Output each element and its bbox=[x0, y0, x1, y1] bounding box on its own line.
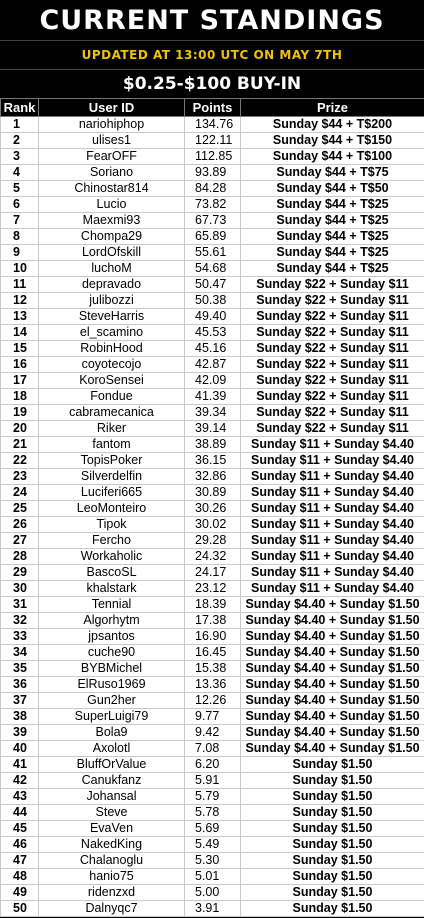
points-cell: 24.32 bbox=[185, 549, 241, 565]
rank-cell: 25 bbox=[1, 501, 39, 517]
points-cell: 93.89 bbox=[185, 165, 241, 181]
prize-cell: Sunday $4.40 + Sunday $1.50 bbox=[241, 741, 424, 757]
points-cell: 73.82 bbox=[185, 197, 241, 213]
points-cell: 50.47 bbox=[185, 277, 241, 293]
prize-cell: Sunday $11 + Sunday $4.40 bbox=[241, 469, 424, 485]
prize-cell: Sunday $1.50 bbox=[241, 901, 424, 917]
rank-cell: 35 bbox=[1, 661, 39, 677]
prize-cell: Sunday $11 + Sunday $4.40 bbox=[241, 501, 424, 517]
user-id-cell: luchoM bbox=[39, 261, 185, 277]
user-id-cell: KoroSensei bbox=[39, 373, 185, 389]
rank-cell: 23 bbox=[1, 469, 39, 485]
user-id-cell: Fondue bbox=[39, 389, 185, 405]
prize-cell: Sunday $22 + Sunday $11 bbox=[241, 309, 424, 325]
points-cell: 55.61 bbox=[185, 245, 241, 261]
table-row bbox=[1, 613, 424, 629]
prize-cell: Sunday $1.50 bbox=[241, 773, 424, 789]
user-id-cell: Dalnyqc7 bbox=[39, 901, 185, 917]
table-row bbox=[1, 549, 424, 565]
rank-cell: 40 bbox=[1, 741, 39, 757]
table-row bbox=[1, 597, 424, 613]
table-row bbox=[1, 805, 424, 821]
points-cell: 49.40 bbox=[185, 309, 241, 325]
table-row bbox=[1, 277, 424, 293]
points-cell: 39.34 bbox=[185, 405, 241, 421]
points-cell: 5.30 bbox=[185, 853, 241, 869]
table-row bbox=[1, 677, 424, 693]
prize-cell: Sunday $44 + T$100 bbox=[241, 149, 424, 165]
table-row bbox=[1, 437, 424, 453]
points-cell: 30.26 bbox=[185, 501, 241, 517]
prize-cell: Sunday $1.50 bbox=[241, 821, 424, 837]
rank-cell: 38 bbox=[1, 709, 39, 725]
table-row bbox=[1, 533, 424, 549]
rank-cell: 45 bbox=[1, 821, 39, 837]
prize-cell: Sunday $44 + T$75 bbox=[241, 165, 424, 181]
user-id-cell: Bola9 bbox=[39, 725, 185, 741]
rank-cell: 28 bbox=[1, 549, 39, 565]
rank-cell: 44 bbox=[1, 805, 39, 821]
points-cell: 39.14 bbox=[185, 421, 241, 437]
rank-cell: 11 bbox=[1, 277, 39, 293]
table-row bbox=[1, 421, 424, 437]
points-cell: 13.36 bbox=[185, 677, 241, 693]
rank-cell: 14 bbox=[1, 325, 39, 341]
rank-cell: 5 bbox=[1, 181, 39, 197]
prize-cell: Sunday $22 + Sunday $11 bbox=[241, 293, 424, 309]
user-id-cell: ulises1 bbox=[39, 133, 185, 149]
rank-cell: 15 bbox=[1, 341, 39, 357]
user-id-cell: Algorhytm bbox=[39, 613, 185, 629]
prize-cell: Sunday $11 + Sunday $4.40 bbox=[241, 549, 424, 565]
points-cell: 45.16 bbox=[185, 341, 241, 357]
column-header-points: Points bbox=[185, 99, 241, 117]
rank-cell: 34 bbox=[1, 645, 39, 661]
rank-cell: 17 bbox=[1, 373, 39, 389]
points-cell: 112.85 bbox=[185, 149, 241, 165]
table-row bbox=[1, 661, 424, 677]
user-id-cell: LordOfskill bbox=[39, 245, 185, 261]
user-id-cell: Steve bbox=[39, 805, 185, 821]
column-header-prize: Prize bbox=[241, 99, 424, 117]
prize-cell: Sunday $44 + T$25 bbox=[241, 261, 424, 277]
rank-cell: 10 bbox=[1, 261, 39, 277]
points-cell: 65.89 bbox=[185, 229, 241, 245]
user-id-cell: FearOFF bbox=[39, 149, 185, 165]
table-row bbox=[1, 389, 424, 405]
table-row bbox=[1, 853, 424, 869]
user-id-cell: Lucio bbox=[39, 197, 185, 213]
table-row bbox=[1, 293, 424, 309]
user-id-cell: Silverdelfin bbox=[39, 469, 185, 485]
table-row bbox=[1, 741, 424, 757]
user-id-cell: Workaholic bbox=[39, 549, 185, 565]
rank-cell: 8 bbox=[1, 229, 39, 245]
prize-cell: Sunday $44 + T$25 bbox=[241, 213, 424, 229]
user-id-cell: ElRuso1969 bbox=[39, 677, 185, 693]
table-row bbox=[1, 789, 424, 805]
table-row bbox=[1, 709, 424, 725]
prize-cell: Sunday $1.50 bbox=[241, 757, 424, 773]
table-row bbox=[1, 149, 424, 165]
rank-cell: 48 bbox=[1, 869, 39, 885]
points-cell: 5.91 bbox=[185, 773, 241, 789]
rank-cell: 46 bbox=[1, 837, 39, 853]
table-row bbox=[1, 309, 424, 325]
rank-cell: 24 bbox=[1, 485, 39, 501]
rank-cell: 13 bbox=[1, 309, 39, 325]
table-row bbox=[1, 357, 424, 373]
prize-cell: Sunday $11 + Sunday $4.40 bbox=[241, 437, 424, 453]
rank-cell: 9 bbox=[1, 245, 39, 261]
table-row bbox=[1, 629, 424, 645]
rank-cell: 39 bbox=[1, 725, 39, 741]
user-id-cell: fantom bbox=[39, 437, 185, 453]
prize-cell: Sunday $44 + T$150 bbox=[241, 133, 424, 149]
points-cell: 9.42 bbox=[185, 725, 241, 741]
table-row bbox=[1, 517, 424, 533]
points-cell: 5.78 bbox=[185, 805, 241, 821]
prize-cell: Sunday $11 + Sunday $4.40 bbox=[241, 485, 424, 501]
rank-cell: 6 bbox=[1, 197, 39, 213]
user-id-cell: Riker bbox=[39, 421, 185, 437]
user-id-cell: Fercho bbox=[39, 533, 185, 549]
user-id-cell: BYBMichel bbox=[39, 661, 185, 677]
prize-cell: Sunday $11 + Sunday $4.40 bbox=[241, 565, 424, 581]
rank-cell: 19 bbox=[1, 405, 39, 421]
rank-cell: 36 bbox=[1, 677, 39, 693]
user-id-cell: Tipok bbox=[39, 517, 185, 533]
points-cell: 24.17 bbox=[185, 565, 241, 581]
points-cell: 9.77 bbox=[185, 709, 241, 725]
user-id-cell: depravado bbox=[39, 277, 185, 293]
prize-cell: Sunday $4.40 + Sunday $1.50 bbox=[241, 677, 424, 693]
prize-cell: Sunday $22 + Sunday $11 bbox=[241, 325, 424, 341]
user-id-cell: ridenzxd bbox=[39, 885, 185, 901]
points-cell: 30.89 bbox=[185, 485, 241, 501]
updated-timestamp: UPDATED AT 13:00 UTC ON MAY 7TH bbox=[0, 40, 424, 70]
prize-cell: Sunday $11 + Sunday $4.40 bbox=[241, 453, 424, 469]
table-row bbox=[1, 485, 424, 501]
user-id-cell: el_scamino bbox=[39, 325, 185, 341]
points-cell: 6.20 bbox=[185, 757, 241, 773]
rank-cell: 50 bbox=[1, 901, 39, 917]
rank-cell: 32 bbox=[1, 613, 39, 629]
table-row bbox=[1, 197, 424, 213]
table-row bbox=[1, 325, 424, 341]
table-row bbox=[1, 229, 424, 245]
standings-table bbox=[0, 98, 424, 917]
points-cell: 30.02 bbox=[185, 517, 241, 533]
table-row bbox=[1, 869, 424, 885]
rank-cell: 22 bbox=[1, 453, 39, 469]
table-row bbox=[1, 565, 424, 581]
points-cell: 36.15 bbox=[185, 453, 241, 469]
table-row bbox=[1, 213, 424, 229]
table-row bbox=[1, 133, 424, 149]
rank-cell: 20 bbox=[1, 421, 39, 437]
points-cell: 15.38 bbox=[185, 661, 241, 677]
points-cell: 5.79 bbox=[185, 789, 241, 805]
table-row bbox=[1, 453, 424, 469]
user-id-cell: NakedKing bbox=[39, 837, 185, 853]
user-id-cell: BluffOrValue bbox=[39, 757, 185, 773]
prize-cell: Sunday $22 + Sunday $11 bbox=[241, 421, 424, 437]
user-id-cell: TopisPoker bbox=[39, 453, 185, 469]
rank-cell: 42 bbox=[1, 773, 39, 789]
header-row bbox=[1, 99, 424, 117]
points-cell: 41.39 bbox=[185, 389, 241, 405]
prize-cell: Sunday $1.50 bbox=[241, 853, 424, 869]
table-row bbox=[1, 757, 424, 773]
table-row bbox=[1, 693, 424, 709]
rank-cell: 2 bbox=[1, 133, 39, 149]
user-id-cell: Soriano bbox=[39, 165, 185, 181]
prize-cell: Sunday $22 + Sunday $11 bbox=[241, 373, 424, 389]
prize-cell: Sunday $44 + T$200 bbox=[241, 117, 424, 133]
rank-cell: 43 bbox=[1, 789, 39, 805]
user-id-cell: Gun2her bbox=[39, 693, 185, 709]
points-cell: 84.28 bbox=[185, 181, 241, 197]
points-cell: 18.39 bbox=[185, 597, 241, 613]
points-cell: 50.38 bbox=[185, 293, 241, 309]
table-row bbox=[1, 165, 424, 181]
prize-cell: Sunday $4.40 + Sunday $1.50 bbox=[241, 661, 424, 677]
column-header-user-id: User ID bbox=[39, 99, 185, 117]
points-cell: 32.86 bbox=[185, 469, 241, 485]
user-id-cell: hanio75 bbox=[39, 869, 185, 885]
points-cell: 7.08 bbox=[185, 741, 241, 757]
prize-cell: Sunday $4.40 + Sunday $1.50 bbox=[241, 725, 424, 741]
rank-cell: 27 bbox=[1, 533, 39, 549]
user-id-cell: SuperLuigi79 bbox=[39, 709, 185, 725]
points-cell: 29.28 bbox=[185, 533, 241, 549]
column-header-rank: Rank bbox=[1, 99, 39, 117]
points-cell: 45.53 bbox=[185, 325, 241, 341]
table-row bbox=[1, 901, 424, 917]
prize-cell: Sunday $22 + Sunday $11 bbox=[241, 389, 424, 405]
prize-cell: Sunday $1.50 bbox=[241, 805, 424, 821]
points-cell: 12.26 bbox=[185, 693, 241, 709]
prize-cell: Sunday $11 + Sunday $4.40 bbox=[241, 581, 424, 597]
table-body bbox=[1, 117, 424, 917]
prize-cell: Sunday $44 + T$25 bbox=[241, 197, 424, 213]
prize-cell: Sunday $44 + T$25 bbox=[241, 229, 424, 245]
rank-cell: 7 bbox=[1, 213, 39, 229]
rank-cell: 4 bbox=[1, 165, 39, 181]
table-row bbox=[1, 725, 424, 741]
user-id-cell: julibozzi bbox=[39, 293, 185, 309]
prize-cell: Sunday $1.50 bbox=[241, 869, 424, 885]
user-id-cell: Axolotl bbox=[39, 741, 185, 757]
rank-cell: 29 bbox=[1, 565, 39, 581]
prize-cell: Sunday $4.40 + Sunday $1.50 bbox=[241, 629, 424, 645]
points-cell: 122.11 bbox=[185, 133, 241, 149]
user-id-cell: Canukfanz bbox=[39, 773, 185, 789]
prize-cell: Sunday $4.40 + Sunday $1.50 bbox=[241, 645, 424, 661]
prize-cell: Sunday $44 + T$25 bbox=[241, 245, 424, 261]
user-id-cell: BascoSL bbox=[39, 565, 185, 581]
points-cell: 42.09 bbox=[185, 373, 241, 389]
points-cell: 5.00 bbox=[185, 885, 241, 901]
points-cell: 38.89 bbox=[185, 437, 241, 453]
user-id-cell: RobinHood bbox=[39, 341, 185, 357]
table-row bbox=[1, 821, 424, 837]
table-row bbox=[1, 581, 424, 597]
table-row bbox=[1, 181, 424, 197]
points-cell: 5.49 bbox=[185, 837, 241, 853]
rank-cell: 1 bbox=[1, 117, 39, 133]
points-cell: 17.38 bbox=[185, 613, 241, 629]
points-cell: 54.68 bbox=[185, 261, 241, 277]
table-row bbox=[1, 885, 424, 901]
points-cell: 23.12 bbox=[185, 581, 241, 597]
points-cell: 134.76 bbox=[185, 117, 241, 133]
user-id-cell: Maexmi93 bbox=[39, 213, 185, 229]
rank-cell: 41 bbox=[1, 757, 39, 773]
user-id-cell: Chinostar814 bbox=[39, 181, 185, 197]
points-cell: 67.73 bbox=[185, 213, 241, 229]
rank-cell: 49 bbox=[1, 885, 39, 901]
prize-cell: Sunday $22 + Sunday $11 bbox=[241, 341, 424, 357]
user-id-cell: cuche90 bbox=[39, 645, 185, 661]
table-row bbox=[1, 373, 424, 389]
prize-cell: Sunday $4.40 + Sunday $1.50 bbox=[241, 613, 424, 629]
user-id-cell: cabramecanica bbox=[39, 405, 185, 421]
prize-cell: Sunday $22 + Sunday $11 bbox=[241, 277, 424, 293]
user-id-cell: jpsantos bbox=[39, 629, 185, 645]
prize-cell: Sunday $1.50 bbox=[241, 837, 424, 853]
prize-cell: Sunday $1.50 bbox=[241, 885, 424, 901]
table-row bbox=[1, 405, 424, 421]
prize-cell: Sunday $22 + Sunday $11 bbox=[241, 357, 424, 373]
table-row bbox=[1, 341, 424, 357]
prize-cell: Sunday $4.40 + Sunday $1.50 bbox=[241, 597, 424, 613]
user-id-cell: LeoMonteiro bbox=[39, 501, 185, 517]
table-row bbox=[1, 469, 424, 485]
points-cell: 3.91 bbox=[185, 901, 241, 917]
prize-cell: Sunday $11 + Sunday $4.40 bbox=[241, 517, 424, 533]
table-row bbox=[1, 837, 424, 853]
rank-cell: 12 bbox=[1, 293, 39, 309]
table-row bbox=[1, 117, 424, 133]
user-id-cell: khalstark bbox=[39, 581, 185, 597]
rank-cell: 47 bbox=[1, 853, 39, 869]
prize-cell: Sunday $44 + T$50 bbox=[241, 181, 424, 197]
user-id-cell: Chompa29 bbox=[39, 229, 185, 245]
prize-cell: Sunday $1.50 bbox=[241, 789, 424, 805]
prize-cell: Sunday $11 + Sunday $4.40 bbox=[241, 533, 424, 549]
buyin-range: $0.25-$100 BUY-IN bbox=[122, 74, 302, 94]
table-row bbox=[1, 773, 424, 789]
rank-cell: 3 bbox=[1, 149, 39, 165]
user-id-cell: SteveHarris bbox=[39, 309, 185, 325]
prize-cell: Sunday $22 + Sunday $11 bbox=[241, 405, 424, 421]
page-title: CURRENT STANDINGS bbox=[39, 4, 385, 36]
rank-cell: 16 bbox=[1, 357, 39, 373]
points-cell: 16.90 bbox=[185, 629, 241, 645]
user-id-cell: EvaVen bbox=[39, 821, 185, 837]
points-cell: 16.45 bbox=[185, 645, 241, 661]
user-id-cell: coyotecojo bbox=[39, 357, 185, 373]
table-header bbox=[1, 99, 424, 117]
points-cell: 5.01 bbox=[185, 869, 241, 885]
user-id-cell: Chalanoglu bbox=[39, 853, 185, 869]
rank-cell: 18 bbox=[1, 389, 39, 405]
user-id-cell: Johansal bbox=[39, 789, 185, 805]
user-id-cell: Luciferi665 bbox=[39, 485, 185, 501]
table-row bbox=[1, 261, 424, 277]
rank-cell: 33 bbox=[1, 629, 39, 645]
table-row bbox=[1, 645, 424, 661]
table-row bbox=[1, 245, 424, 261]
rank-cell: 21 bbox=[1, 437, 39, 453]
rank-cell: 30 bbox=[1, 581, 39, 597]
prize-cell: Sunday $4.40 + Sunday $1.50 bbox=[241, 693, 424, 709]
table-row bbox=[1, 501, 424, 517]
user-id-cell: nariohiphop bbox=[39, 117, 185, 133]
user-id-cell: Tennial bbox=[39, 597, 185, 613]
prize-cell: Sunday $4.40 + Sunday $1.50 bbox=[241, 709, 424, 725]
points-cell: 5.69 bbox=[185, 821, 241, 837]
points-cell: 42.87 bbox=[185, 357, 241, 373]
rank-cell: 37 bbox=[1, 693, 39, 709]
rank-cell: 31 bbox=[1, 597, 39, 613]
rank-cell: 26 bbox=[1, 517, 39, 533]
